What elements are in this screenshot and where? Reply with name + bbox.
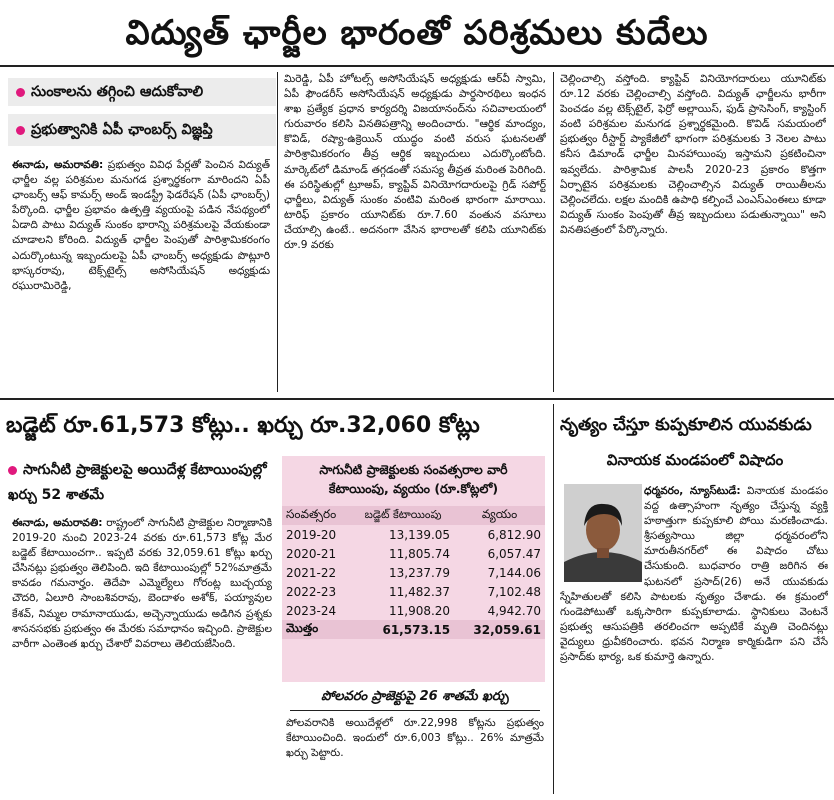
budget-subhead-text: సాగునీటి ప్రాజెక్టులపై అయిదేళ్ల కేటాయింపుల్లో ఖర్చు 52 శాతమే xyxy=(8,462,267,503)
subhead-1-text: సుంకాలను తగ్గించి ఆదుకోవాలి xyxy=(31,84,204,100)
table-cell: 61,573.15 xyxy=(382,622,451,637)
main-col-3-text: చెల్లించాల్సి వస్తోంది. క్యాప్టివ్ వినియోగదారులు యూనిట్‌కు రూ.12 వరకు చెల్లించాల్సి వస్తోంది. విద్యుత్ ఛార్జీలను భారీగా పెంచడం వల్ల టెక్స్‌టైల్, ఫెర్రో అల్లాయిస్, ఫుడ్ ప్రాసెసింగ్, క్యాస్టింగ్ వంటి పరిశ్రమల మనుగడ ప్రశ్నార్థకమైంది. కొవిడ్ సమయంలో ప్రభుత్వం రీస్టార్ట్ ప్యాకేజీలో భాగంగా పరిశ్రమలకు 3 నెలల పాటు కనీస డిమాండ్ ఛార్జీల మినహాయింపు ఇస్తామని ప్రకటించినా ఇవ్వలేదు. పారిశ్రామిక పాలసీ 2020-23 ప్రకారం కొత్తగా ఏర్పాటైన పరిశ్రమలకు చెల్లించాల్సిన విద్యుత్ రాయితీలను చెల్లించలేదు. లక్షల మందికి ఉపాధి కల్పించే ఎంఎస్ఎంఈలు కూడా విద్యుత్ సుంకం పెంపుతో తీవ్ర ఇబ్బందులు పడుతున్నాయి" అని వినతిపత్రంలో పేర్కొన్నారు. xyxy=(560,73,826,236)
main-col-1-text: ప్రభుత్వం వివిధ పేర్లతో పెంచిన విద్యుత్ ఛార్జీల వల్ల పరిశ్రమల మనుగడ ప్రశ్నార్థకంగా మారిందని ఏపీ ఛాంబర్స్ ఆఫ్ కామర్స్ అండ్ ఇండస్ట్రీ ఫెడరేషన్ (ఏపీ ఛాంబర్స్) పేర్కొంది. ఛార్జీల ప్రభావం ఉత్పత్తి వ్యయంపై పడిన నేపథ్యంలో ఏడాది పాటు విద్యుత్ సుంకం భారాన్ని పరిశ్రమలపై వేయకుండా చూడాలని కోరింది. విద్యుత్ ఛార్జీల పెంపుతో పారిశ్రామికరంగం ఎదుర్కొంటున్న ఇబ్బందులపై ఏపీ ఛాంబర్స్ అధ్యక్షుడు పొట్లూరి భాస్కరరావు, టెక్స్‌టైల్స్ అసోసియేషన్ అధ్యక్షుడు రఘురామిరెడ్డి, xyxy=(12,159,270,292)
table-cell: 2019-20 xyxy=(286,527,337,542)
budget-body: రాష్ట్రంలో సాగునీటి ప్రాజెక్టుల నిర్మాణానికి 2019-20 నుంచి 2023-24 వరకు రూ.61,573 కోట్ల మేర బడ్జెట్ కేటాయించగా.. ఇప్పటి వరకు 32,059.61 కోట్లు ఖర్చు చేసినట్లు ప్రభుత్వం తెలిపింది. ఇది కేటాయింపుల్లో 52%మాత్రమే కావడం గమనార్హం. తెదేపా ఎమ్మెల్యేలు గోరంట్ల బుచ్చయ్య చౌదరి, ఏలూరి సాంబశివరావు, బెందాళం అశోక్, పయ్యావుల కేశవ్, నిమ్మల రామానాయుడు, అచ్చెన్నాయుడు అడిగిన ప్రశ్నకు శాసనసభకు ప్రభుత్వం ఈ మేరకు సమాధానం ఇచ్చింది. ప్రాజెక్టుల వారీగా ఎంతెంత ఖర్చు చేశారో వివరాలు తెలియజేసింది. xyxy=(12,517,272,650)
table-cell: 2020-21 xyxy=(286,546,337,561)
main-headline: విద్యుత్ ఛార్జీల భారంతో పరిశ్రమలు కుదేలు xyxy=(125,13,709,53)
main-col-2 xyxy=(284,72,546,390)
table-header: వ్యయం xyxy=(481,507,518,521)
budget-table-box xyxy=(282,456,545,682)
side-headline: నృత్యం చేస్తూ కుప్పకూలిన యువకుడు xyxy=(560,415,812,435)
table-cell: 6,812.90 xyxy=(487,527,541,542)
subhead-2-text: ప్రభుత్వానికి ఏపీ ఛాంబర్స్ విజ్ఞప్తి xyxy=(31,122,213,138)
table-cell: 6,057.47 xyxy=(487,546,541,561)
col-rule xyxy=(277,72,278,392)
table-row xyxy=(282,563,545,582)
main-col-3 xyxy=(560,72,826,390)
table-cell: 32,059.61 xyxy=(473,622,541,637)
table-total-row xyxy=(282,620,545,639)
table-cell: 11,908.20 xyxy=(388,603,451,618)
side-subhead: వినాయక మండపంలో విషాదం xyxy=(606,451,784,469)
divider xyxy=(0,65,834,67)
table-header: సంవత్సరం xyxy=(286,507,337,521)
table-cell: 4,942.70 xyxy=(487,603,541,618)
dateline: ఈనాడు, అమరావతి: xyxy=(12,159,104,171)
table-cell: 2023-24 xyxy=(286,603,337,618)
divider xyxy=(0,398,834,400)
dateline: ఈనాడు, అమరావతి: xyxy=(12,517,103,529)
table-header: బడ్జెట్ కేటాయింపు xyxy=(364,507,442,521)
table-cell: 13,237.79 xyxy=(388,565,451,580)
table-row xyxy=(282,582,545,601)
polavaram-text: పోలవరానికి అయిదేళ్లలో రూ.22,998 కోట్లను ప్రభుత్వం కేటాయించింది. ఇందులో రూ.6,003 కోట్లు.. 26% మాత్రమే ఖర్చు పెట్టారు. xyxy=(286,717,544,760)
table-cell: 7,144.06 xyxy=(487,565,541,580)
table-cell: 11,482.37 xyxy=(388,584,451,599)
budget-text xyxy=(12,516,272,788)
bullet-icon xyxy=(8,466,17,475)
table-header-row xyxy=(282,506,545,525)
dateline: ధర్మవరం, న్యూస్‌టుడే: xyxy=(644,485,741,497)
table-cell: 2021-22 xyxy=(286,565,337,580)
col-rule xyxy=(553,72,554,392)
table-cell: మొత్తం xyxy=(286,621,319,635)
subhead-1 xyxy=(8,78,276,106)
table-row xyxy=(282,544,545,563)
table-row xyxy=(282,525,545,544)
polavaram-head: పోలవరం ప్రాజెక్టుపై 26 శాతమే ఖర్చు xyxy=(321,689,509,704)
main-col-1 xyxy=(12,158,270,390)
table-cell: 13,139.05 xyxy=(388,527,451,542)
table-cell: 2022-23 xyxy=(286,584,337,599)
side-text xyxy=(560,484,828,784)
bullet-icon xyxy=(16,126,25,135)
table-row xyxy=(282,601,545,620)
table-cell: 7,102.48 xyxy=(487,584,541,599)
photo-spacer xyxy=(560,484,644,586)
col-rule xyxy=(553,404,554,794)
subhead-2 xyxy=(8,114,276,146)
budget-table-title: సాగునీటి ప్రాజెక్టులకు సంవత్సరాల వారీ కేటాయింపు, వ్యయం (రూ.కోట్లలో) xyxy=(319,462,508,496)
side-body: వినాయక మండపం వద్ద ఉత్సాహంగా నృత్యం చేస్తున్న వ్యక్తి హఠాత్తుగా కుప్పకూలి పోయి మరణించాడు. శ్రీసత్యసాయి జిల్లా ధర్మవరంలోని మారుతీనగర్‌లో ఈ విషాదం చోటు చేసుకుంది. బుధవారం రాత్రి జరిగిన ఈ ఘటనలో ప్రసాద్(26) అనే యువకుడు స్నేహితులతో కలిసి పాటలకు నృత్యం చేశాడు. ఈ క్రమంలో గుండెపోటుతో ఒక్కసారిగా కుప్పకూలాడు. స్థానికులు వెంటనే ప్రభుత్వ ఆసుపత్రికి తరలించగా అప్పటికే మృతి చెందినట్లు వైద్యులు ధ్రువీకరించారు. భవన నిర్మాణ కార్మికుడిగా పని చేసే ప్రసాద్‌కు భార్య, ఒక కుమార్తె ఉన్నారు. xyxy=(560,485,828,664)
bullet-icon xyxy=(16,88,25,97)
budget-headline: బడ్జెట్ రూ.61,573 కోట్లు.. ఖర్చు రూ.32,060 కోట్లు xyxy=(6,413,480,438)
table-cell: 11,805.74 xyxy=(388,546,451,561)
budget-subhead xyxy=(8,458,270,510)
main-col-2-text: మిరెడ్డి, ఏపీ హోటల్స్ అసోసియేషన్ అధ్యక్షుడు ఆర్‌వీ స్వామి, ఏపీ ఫౌండరీస్ అసోసియేషన్ అధ్యక్షుడు పార్థసారథిలు ఇంధన శాఖ ప్రత్యేక ప్రధాన కార్యదర్శి విజయానంద్‌ను సచివాలయంలో గురువారం కలిసి వినతిపత్రాన్ని అందించారు. "ఆర్థిక మాంద్యం, కొవిడ్, రష్యా-ఉక్రెయిన్ యుద్ధం వంటి వరుస ఘటనలతో పారిశ్రామికరంగం తీవ్ర ఆర్థిక ఇబ్బందులు ఎదుర్కొంటోంది. మార్కెట్‌లో డిమాండ్ తగ్గడంతో సమస్య తీవ్రత మరింత పెరిగింది. ఈ పరిస్థితుల్లో ట్రూఅప్, క్యాప్టివ్ వినియోగదారులపై గ్రిడ్ సపోర్ట్ ఛార్జీలు, విద్యుత్ సుంకం వంటివి మరింత భారంగా మారాయి. టారిఫ్ ప్రకారం యూనిట్‌కు రూ.7.60 వంతున వసూలు చేయాల్సి ఉంటే.. అదనంగా వేసిన భారాలతో కలిపి యూనిట్‌కు రూ.9 వరకు xyxy=(284,73,546,252)
budget-table xyxy=(282,506,545,639)
divider xyxy=(290,710,540,711)
